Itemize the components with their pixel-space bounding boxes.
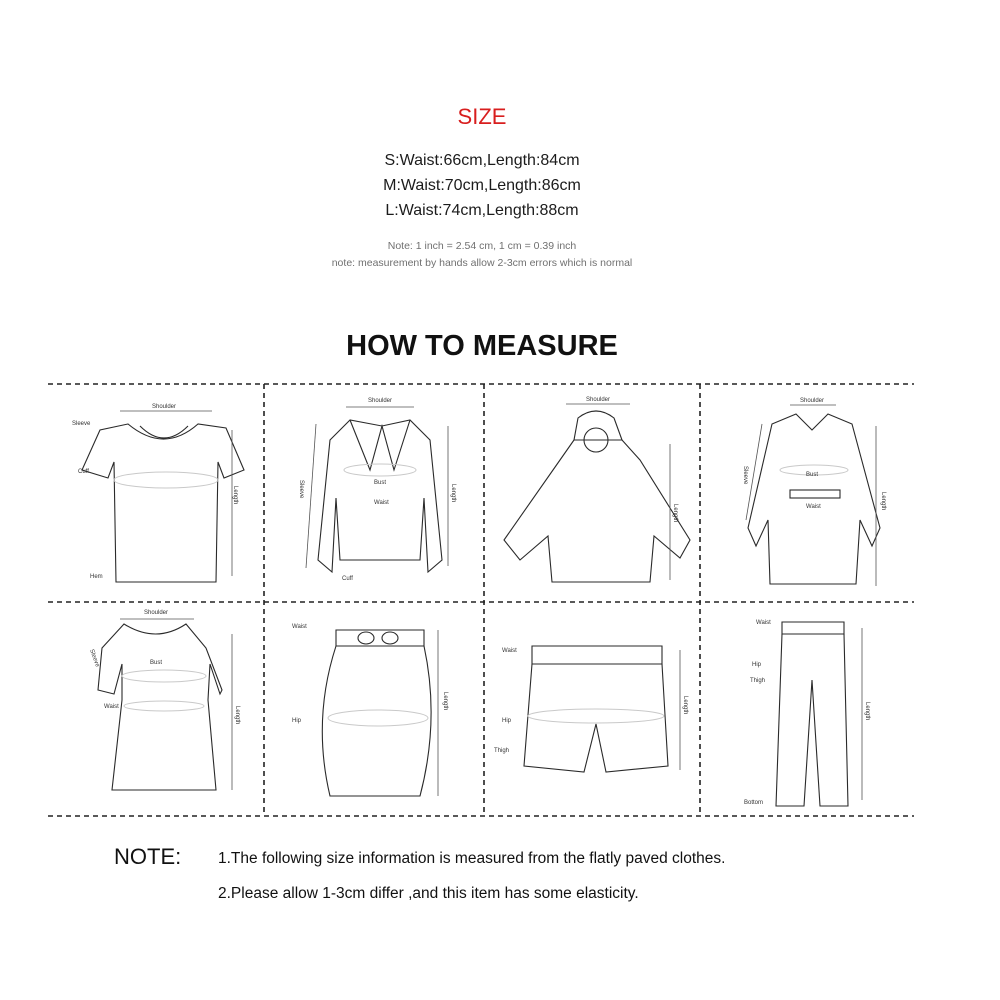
tshirt-shoulder-label: Shoulder: [151, 404, 177, 410]
blazer-sleeve-label: Sleeve: [298, 480, 304, 499]
skirt-waist-label: Waist: [292, 624, 307, 630]
coat-waist-label: Waist: [806, 504, 821, 510]
skirt-hip-label: Hip: [292, 718, 302, 724]
dress-diagram: [88, 610, 240, 790]
trousers-bottom-label: Bottom: [744, 800, 764, 806]
blazer-diagram: [298, 398, 456, 582]
shorts-hip-label: Hip: [502, 718, 512, 724]
dress-waist-label: Waist: [104, 704, 119, 710]
cape-diagram: [504, 397, 690, 582]
tshirt-length-label: Length: [232, 486, 238, 505]
shorts-diagram: [494, 646, 688, 772]
blazer-length-label: Length: [450, 484, 456, 503]
dress-sleeve-label: Sleeve: [88, 648, 101, 668]
skirt-diagram: [292, 624, 448, 796]
trousers-hip-label: Hip: [752, 662, 762, 668]
dress-length-label: Length: [234, 706, 240, 725]
note-label: NOTE:: [114, 844, 182, 869]
tshirt-hem-label: Hem: [90, 574, 103, 580]
how-to-measure-title: HOW TO MEASURE: [346, 330, 618, 362]
blazer-shoulder-label: Shoulder: [367, 398, 393, 404]
shorts-waist-label: Waist: [502, 648, 517, 654]
dress-bust-label: Bust: [150, 660, 163, 666]
trousers-waist-label: Waist: [756, 620, 771, 626]
trousers-thigh-label: Thigh: [750, 678, 766, 684]
blazer-bust-label: Bust: [374, 480, 387, 486]
conversion-note: Note: 1 inch = 2.54 cm, 1 cm = 0.39 inch: [387, 240, 577, 252]
tshirt-diagram: [72, 404, 244, 582]
cape-shoulder-label: Shoulder: [585, 397, 611, 403]
blazer-cuff-label: Cuff: [342, 576, 353, 582]
dress-shoulder-label: Shoulder: [143, 610, 169, 616]
cape-length-label: Length: [672, 504, 678, 523]
coat-shoulder-label: Shoulder: [799, 398, 825, 404]
size-row-s: S:Waist:66cm,Length:84cm: [384, 152, 580, 169]
coat-length-label: Length: [880, 492, 886, 511]
coat-sleeve-label: Sleeve: [742, 466, 748, 485]
error-note: note: measurement by hands allow 2-3cm errors which is normal: [331, 257, 633, 269]
skirt-length-label: Length: [442, 692, 448, 711]
note-line-1: 1.The following size information is measured from the flatly paved clothes.: [218, 850, 726, 867]
grid-dividers: [48, 384, 914, 816]
size-title: SIZE: [457, 104, 507, 129]
shorts-thigh-label: Thigh: [494, 748, 510, 754]
coat-bust-label: Bust: [806, 472, 819, 478]
size-row-m: M:Waist:70cm,Length:86cm: [383, 177, 581, 194]
trousers-diagram: [744, 620, 870, 806]
note-line-2: 2.Please allow 1-3cm differ ,and this item has some elasticity.: [218, 885, 639, 902]
tshirt-sleeve-label: Sleeve: [72, 421, 91, 427]
shorts-length-label: Length: [682, 696, 688, 715]
size-row-l: L:Waist:74cm,Length:88cm: [385, 202, 579, 219]
blazer-waist-label: Waist: [374, 500, 389, 506]
tshirt-cuff-label: Cuff: [78, 469, 89, 475]
trousers-length-label: Length: [864, 702, 870, 721]
coat-diagram: [742, 398, 886, 586]
